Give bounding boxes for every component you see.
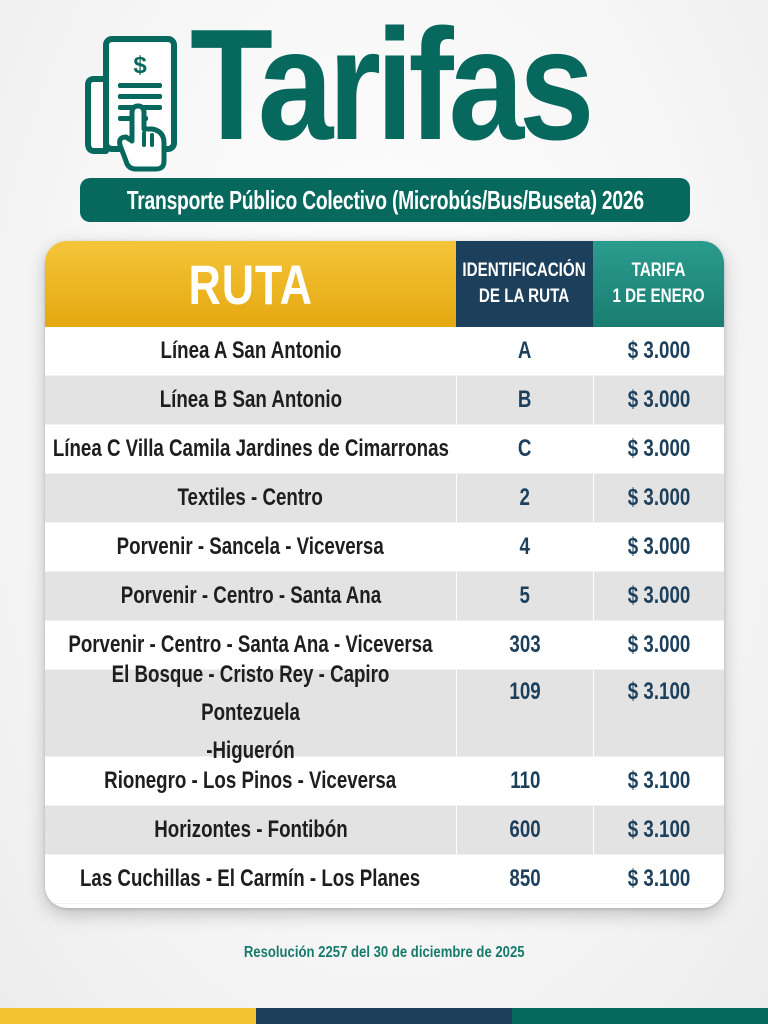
cell-tarifa: $ 3.000: [593, 327, 724, 375]
cell-id: B: [456, 376, 593, 424]
cell-ruta: Porvenir - Centro - Santa Ana - Viceversa: [68, 631, 433, 658]
footer-bar-green: [512, 1008, 768, 1024]
cell-id: 5: [456, 572, 593, 620]
svg-text:$: $: [133, 52, 147, 79]
cell-id: 600: [456, 806, 593, 854]
fares-table: [45, 241, 724, 908]
cell-id: A: [456, 327, 593, 375]
cell-id: 109: [456, 670, 593, 756]
cell-id: 110: [456, 757, 593, 805]
table-row: [45, 572, 724, 621]
subtitle-text: Transporte Público Colectivo (Microbús/Bus/Buseta) 2026: [126, 184, 644, 215]
cell-tarifa: $ 3.000: [593, 376, 724, 424]
header-ruta: RUTA: [45, 241, 456, 327]
footer-color-bar: [0, 1008, 768, 1024]
header-tarifa: TARIFA 1 DE ENERO: [593, 241, 724, 327]
cell-tarifa: $ 3.000: [593, 425, 724, 473]
cell-tarifa: $ 3.000: [593, 474, 724, 522]
cell-ruta: Porvenir - Sancela - Viceversa: [116, 533, 385, 560]
header-identificacion: IDENTIFICACIÓN DE LA RUTA: [456, 241, 593, 327]
page-title: Tarifas: [190, 0, 590, 173]
table-row: [45, 327, 724, 376]
resolution-note: Resolución 2257 del 30 de diciembre de 2025: [243, 944, 525, 961]
cell-id: C: [456, 425, 593, 473]
receipt-dollar-hand-icon: [80, 33, 184, 173]
cell-id: 850: [456, 855, 593, 903]
table-row: [45, 376, 724, 425]
table-row: [45, 523, 724, 572]
table-row: [45, 757, 724, 806]
table-row: [45, 806, 724, 855]
cell-tarifa: $ 3.100: [593, 757, 724, 805]
cell-ruta: Rionegro - Los Pinos - Viceversa: [104, 767, 397, 794]
cell-id: 4: [456, 523, 593, 571]
cell-tarifa: $ 3.100: [593, 806, 724, 854]
cell-ruta: Porvenir - Centro - Santa Ana: [120, 582, 381, 609]
cell-tarifa: $ 3.100: [593, 670, 724, 756]
subtitle-banner: [80, 178, 690, 222]
cell-tarifa: $ 3.000: [593, 572, 724, 620]
cell-tarifa: $ 3.000: [593, 523, 724, 571]
table-row: [45, 855, 724, 904]
table-row: [45, 474, 724, 523]
table-row: [45, 661, 724, 764]
table-row: [45, 425, 724, 474]
cell-ruta: Horizontes - Fontibón: [153, 816, 348, 843]
table-body: [45, 327, 724, 904]
cell-ruta: Las Cuchillas - El Carmín - Los Planes: [80, 865, 421, 892]
cell-ruta: Línea C Villa Camila Jardines de Cimarronas: [52, 435, 449, 462]
cell-tarifa: $ 3.100: [593, 855, 724, 903]
cell-id: 2: [456, 474, 593, 522]
cell-id: 303: [456, 621, 593, 669]
cell-ruta: Línea A San Antonio: [160, 337, 341, 364]
cell-ruta: Textiles - Centro: [177, 484, 324, 511]
cell-ruta: Línea B San Antonio: [159, 386, 342, 413]
cell-tarifa: $ 3.000: [593, 621, 724, 669]
footer-bar-gold: [0, 1008, 256, 1024]
cell-ruta: El Bosque - Cristo Rey - Capiro Pontezuela -Higuerón: [111, 661, 390, 764]
footer-bar-navy: [256, 1008, 512, 1024]
table-header: [45, 241, 724, 327]
